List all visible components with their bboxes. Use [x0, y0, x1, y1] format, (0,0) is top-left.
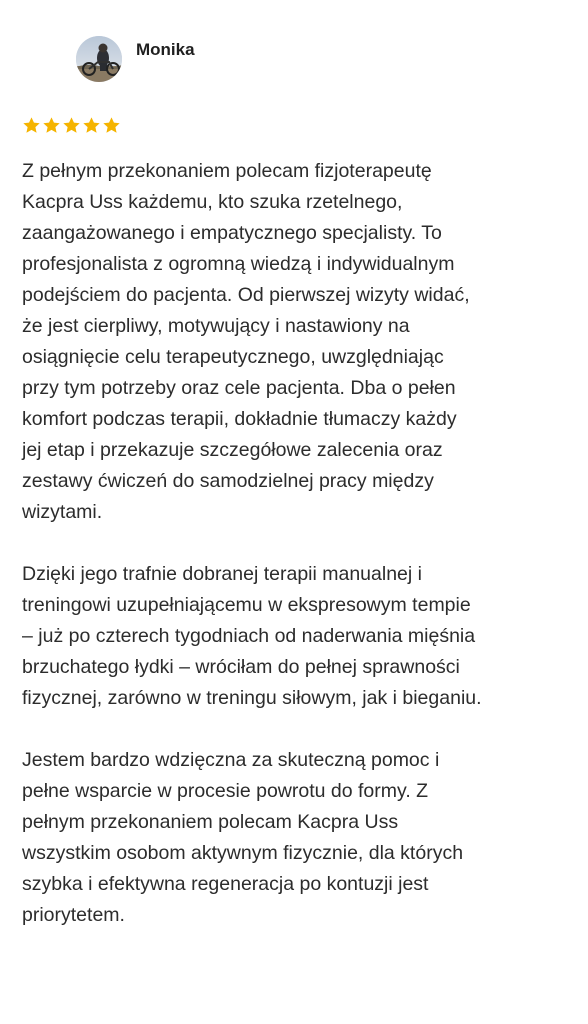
author-name[interactable]: Monika	[136, 40, 195, 59]
avatar[interactable]	[76, 36, 122, 82]
review-paragraph-3: Jestem bardzo wdzięczna za skuteczną pomoc i pełne wsparcie w procesie powrotu do formy. Z pełnym przekonaniem polecam Kacpra Uss wszystkim osobom aktywnym fizycznie, dla których szybka i efektywna regeneracja po kontuzji jest priorytetem.	[22, 749, 464, 926]
star-icon	[82, 116, 101, 135]
star-icon	[42, 116, 61, 135]
star-rating	[22, 116, 121, 138]
review-paragraph-1: Z pełnym przekonaniem polecam fizjoterapeutę Kacpra Uss każdemu, kto szuka rzetelnego, zaangażowanego i empatycznego specjalisty. To profesjonalista z ogromną wiedzą i indywidualnym podejściem do pacjenta. Od pierwszej wizyty widać, że jest cierpliwy, motywujący i nastawiony na osiągnięcie celu terapeutycznego, uwzględniając przy tym potrzeby oraz cele pacjenta. Dba o pełen komfort podczas terapii, dokładnie tłumaczy każdy jej etap i przekazuje szczegółowe zalecenia oraz zestawy ćwiczeń do samodzielnej pracy między wizytami.	[22, 160, 470, 523]
review-text	[22, 156, 572, 931]
avatar-photo-icon	[76, 36, 122, 82]
star-icon	[22, 116, 41, 135]
review-paragraph-2: Dzięki jego trafnie dobranej terapii manualnej i treningowi uzupełniającemu w ekspresowym tempie – już po czterech tygodniach od naderwania mięśnia brzuchatego łydki – wróciłam do pełnej sprawności fizycznej, zarówno w treningu siłowym, jak i bieganiu.	[22, 563, 482, 709]
star-icon	[62, 116, 81, 135]
star-icon	[102, 116, 121, 135]
